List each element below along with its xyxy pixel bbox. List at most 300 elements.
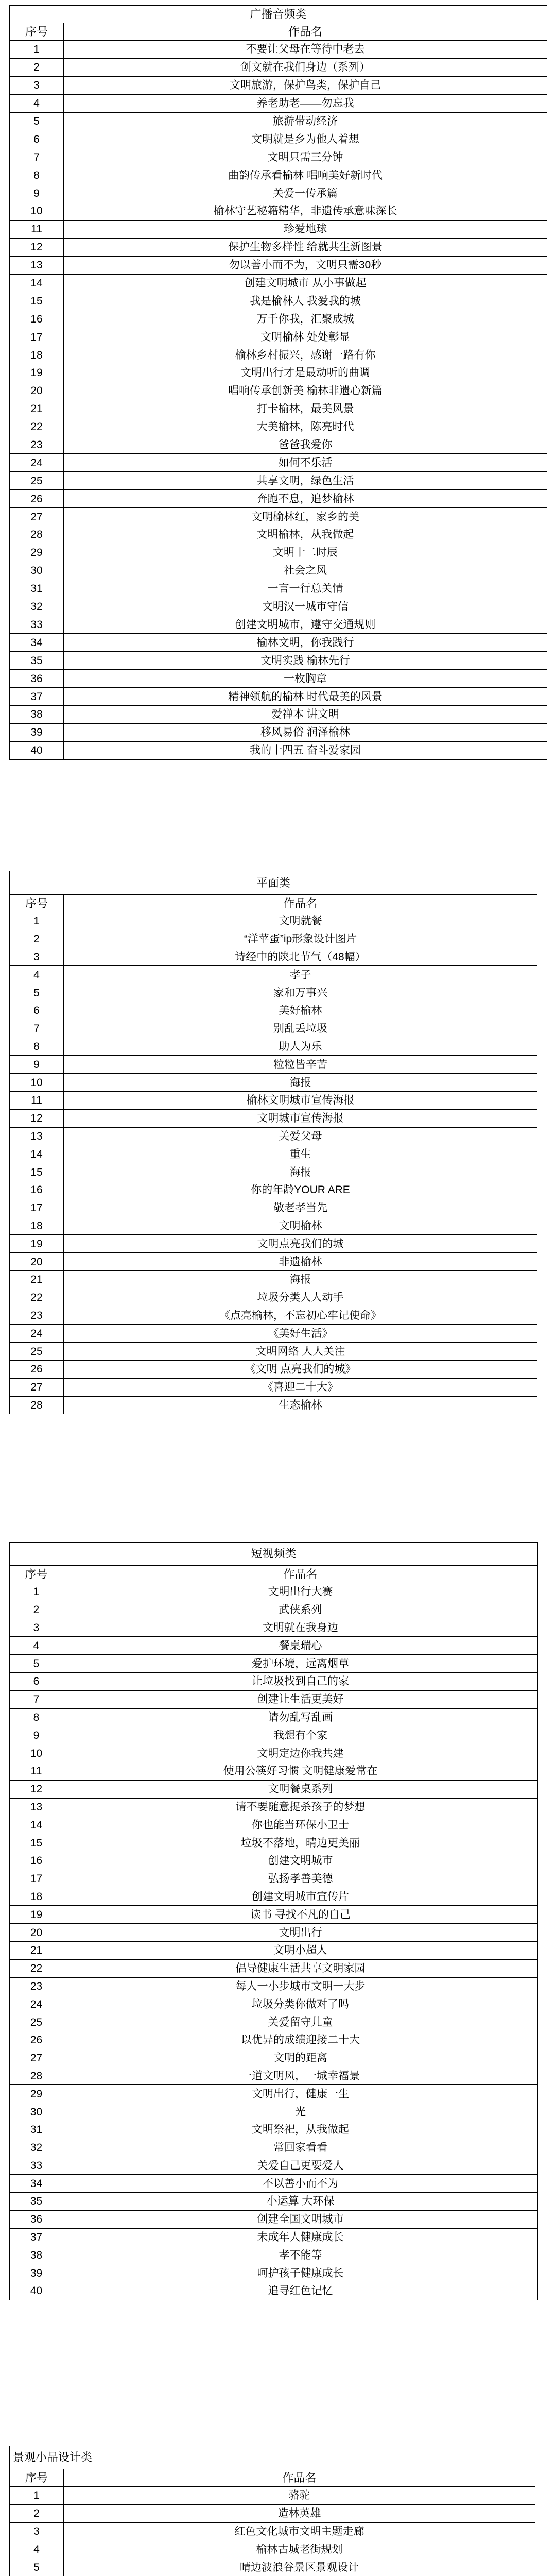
row-title: 读书 寻找不凡的自己 (63, 1906, 538, 1924)
header-index: 序号 (10, 2469, 64, 2487)
row-title: 万千你我，汇聚成城 (64, 310, 547, 328)
row-index: 1 (10, 2487, 64, 2505)
row-title: 榆林乡村振兴，感谢一路有你 (64, 346, 547, 364)
row-index: 35 (10, 652, 64, 670)
row-index: 29 (10, 544, 64, 562)
table-row (10, 1145, 537, 1163)
table-row (10, 1020, 537, 1038)
row-title: 生态榆林 (64, 1396, 537, 1414)
table-row (10, 598, 547, 616)
table-row (10, 670, 547, 688)
row-index: 11 (10, 220, 64, 238)
table-row (10, 490, 547, 508)
row-index: 16 (10, 1181, 64, 1199)
table-row (10, 688, 547, 706)
header-index: 序号 (10, 23, 64, 41)
row-index: 16 (10, 1852, 63, 1870)
row-title: 未成年人健康成长 (63, 2228, 538, 2246)
row-title: 大美榆林，陈亮时代 (64, 418, 547, 436)
row-title: 你也能当环保小卫士 (63, 1816, 538, 1834)
table-row (10, 1906, 538, 1924)
row-index: 6 (10, 1002, 64, 1020)
row-title: 榆林文明，你我践行 (64, 634, 547, 652)
row-title: 创建文明城市，遵守交通规则 (64, 616, 547, 634)
row-title: 武侠系列 (63, 1601, 538, 1619)
table-row (10, 346, 547, 364)
row-index: 1 (10, 41, 64, 59)
row-index: 31 (10, 2121, 63, 2139)
row-title: 文明就餐 (64, 912, 537, 930)
row-title: 《美好生活》 (64, 1325, 537, 1343)
header-index: 序号 (10, 895, 64, 912)
row-title: 社会之风 (64, 562, 547, 580)
row-title: 我想有个家 (63, 1726, 538, 1744)
row-title: 诗经中的陕北节气（48幅） (64, 948, 537, 966)
row-title: 关爱父母 (64, 1127, 537, 1145)
row-index: 19 (10, 1235, 64, 1253)
row-index: 14 (10, 1816, 63, 1834)
table-row (10, 1977, 538, 1995)
row-index: 22 (10, 418, 64, 436)
table-row (10, 2175, 538, 2193)
row-index: 20 (10, 382, 64, 400)
row-index: 23 (10, 436, 64, 454)
table-row (10, 2193, 538, 2211)
table-row (10, 2210, 538, 2228)
row-index: 25 (10, 472, 64, 490)
row-index: 15 (10, 1834, 63, 1852)
table-row (10, 256, 547, 274)
table-row (10, 130, 547, 148)
table-row (10, 1780, 538, 1798)
table-row (10, 2540, 535, 2558)
row-index: 13 (10, 1127, 64, 1145)
row-title: 文明榆林，从我做起 (64, 526, 547, 544)
row-title: 文明小超人 (63, 1941, 538, 1959)
row-title: 不以善小而不为 (63, 2175, 538, 2193)
table-row (10, 2264, 538, 2282)
row-title: 红色文化城市文明主题走廊 (64, 2522, 535, 2540)
table-row (10, 1995, 538, 2013)
table-row (10, 1181, 537, 1199)
table-row (10, 2013, 538, 2031)
row-index: 9 (10, 184, 64, 202)
table-row (10, 1690, 538, 1708)
row-title: 文明榆林 (64, 1217, 537, 1235)
row-title: 请不要随意捉杀孩子的梦想 (63, 1798, 538, 1816)
row-index: 25 (10, 2013, 63, 2031)
table-row (10, 418, 547, 436)
row-index: 4 (10, 1637, 63, 1655)
row-title: 文明的距离 (63, 2049, 538, 2067)
table-row (10, 1163, 537, 1181)
table-row (10, 2558, 535, 2576)
row-title: 关爱留守儿童 (63, 2013, 538, 2031)
row-index: 4 (10, 966, 64, 984)
table-row (10, 274, 547, 292)
row-title: 你的年龄YOUR ARE (64, 1181, 537, 1199)
table-row (10, 1199, 537, 1217)
table-row (10, 652, 547, 670)
row-title: 创建文明城市 (63, 1852, 538, 1870)
row-title: 垃圾分类你做对了吗 (63, 1995, 538, 2013)
row-title: 《点亮榆林，不忘初心牢记使命》 (64, 1307, 537, 1325)
row-index: 32 (10, 598, 64, 616)
row-title: 粒粒皆辛苦 (64, 1056, 537, 1074)
table-row (10, 1002, 537, 1020)
table-row (10, 76, 547, 94)
table-row (10, 2067, 538, 2085)
table-row (10, 1601, 538, 1619)
table-row (10, 2031, 538, 2049)
row-index: 9 (10, 1056, 64, 1074)
table-row (10, 472, 547, 490)
table-row (10, 2157, 538, 2175)
row-title: 孝不能等 (63, 2246, 538, 2264)
header-name: 作品名 (64, 2469, 535, 2487)
row-title: 爱禅本 讲文明 (64, 705, 547, 723)
table-row (10, 382, 547, 400)
table-row (10, 148, 547, 166)
graphic-design-table (9, 871, 537, 1414)
row-title: 助人为乐 (64, 1038, 537, 1056)
row-title: 垃圾不落地，晴边更美丽 (63, 1834, 538, 1852)
row-title: 一道文明风，一城幸福景 (63, 2067, 538, 2085)
row-index: 6 (10, 130, 64, 148)
row-title: 文明汉一城市守信 (64, 598, 547, 616)
row-index: 10 (10, 1744, 63, 1762)
row-index: 31 (10, 580, 64, 598)
row-index: 18 (10, 1217, 64, 1235)
table-row (10, 966, 537, 984)
row-index: 13 (10, 256, 64, 274)
table-row (10, 2049, 538, 2067)
row-index: 27 (10, 1378, 64, 1396)
row-title: 弘扬孝善美德 (63, 1870, 538, 1888)
landscape-design-table (9, 2446, 535, 2576)
row-index: 12 (10, 238, 64, 256)
row-index: 34 (10, 2175, 63, 2193)
row-title: 文明榆林 处处彰显 (64, 328, 547, 346)
table-row (10, 2522, 535, 2540)
row-title: 海报 (64, 1074, 537, 1092)
table-row (10, 328, 547, 346)
row-title: 《文明 点亮我们的城》 (64, 1360, 537, 1378)
row-index: 7 (10, 148, 64, 166)
row-index: 8 (10, 1708, 63, 1726)
row-title: 文明出行，健康一生 (63, 2085, 538, 2103)
row-index: 37 (10, 688, 64, 706)
row-title: 让垃圾找到自己的家 (63, 1672, 538, 1690)
row-title: 垃圾分类人人动手 (64, 1289, 537, 1307)
row-index: 8 (10, 1038, 64, 1056)
row-title: 餐桌瑞心 (63, 1637, 538, 1655)
row-title: 文明网络 人人关注 (64, 1343, 537, 1361)
row-index: 25 (10, 1343, 64, 1361)
table-row (10, 1056, 537, 1074)
table-row (10, 2246, 538, 2264)
header-name: 作品名 (63, 1566, 538, 1583)
row-title: 光 (63, 2103, 538, 2121)
row-title: 文明定边你我共建 (63, 1744, 538, 1762)
row-title: 文明只需三分钟 (64, 148, 547, 166)
row-index: 36 (10, 2210, 63, 2228)
row-title: 保护生物多样性 给就共生新图景 (64, 238, 547, 256)
row-index: 30 (10, 2103, 63, 2121)
table-row (10, 1619, 538, 1637)
table-row (10, 1217, 537, 1235)
section-title: 平面类 (10, 871, 537, 895)
row-title: 移风易俗 润泽榆林 (64, 723, 547, 741)
row-title: 共享文明，绿色生活 (64, 472, 547, 490)
table-row (10, 2228, 538, 2246)
table-row (10, 2504, 535, 2522)
row-index: 2 (10, 930, 64, 948)
row-index: 16 (10, 310, 64, 328)
row-index: 39 (10, 2264, 63, 2282)
row-index: 19 (10, 364, 64, 382)
row-title: 海报 (64, 1163, 537, 1181)
row-title: 文明就是乡为他人着想 (64, 130, 547, 148)
row-index: 26 (10, 490, 64, 508)
header-index: 序号 (10, 1566, 63, 1583)
row-index: 21 (10, 1270, 64, 1289)
row-index: 37 (10, 2228, 63, 2246)
row-index: 28 (10, 1396, 64, 1414)
row-index: 36 (10, 670, 64, 688)
row-index: 7 (10, 1690, 63, 1708)
row-title: 创建文明城市 从小事做起 (64, 274, 547, 292)
row-title: 文明十二时辰 (64, 544, 547, 562)
table-row (10, 2103, 538, 2121)
table-row (10, 2487, 535, 2505)
row-title: 奔跑不息，追梦榆林 (64, 490, 547, 508)
row-index: 34 (10, 634, 64, 652)
row-index: 2 (10, 1601, 63, 1619)
row-index: 14 (10, 1145, 64, 1163)
table-row (10, 1109, 537, 1127)
row-title: 一枚胸章 (64, 670, 547, 688)
table-row (10, 1074, 537, 1092)
row-title: 骆驼 (64, 2487, 535, 2505)
row-title: 敬老孝当先 (64, 1199, 537, 1217)
row-title: 海报 (64, 1270, 537, 1289)
table-row (10, 723, 547, 741)
row-index: 22 (10, 1959, 63, 1977)
row-index: 1 (10, 912, 64, 930)
table-row (10, 1726, 538, 1744)
row-title: 造林英雄 (64, 2504, 535, 2522)
row-index: 38 (10, 705, 64, 723)
table-row (10, 741, 547, 759)
row-title: 榆林守艺秘籍精华，非遗传承意味深长 (64, 202, 547, 221)
table-row (10, 1672, 538, 1690)
row-index: 6 (10, 1672, 63, 1690)
table-row (10, 1127, 537, 1145)
row-index: 9 (10, 1726, 63, 1744)
table-row (10, 1959, 538, 1977)
row-index: 5 (10, 1655, 63, 1673)
row-index: 10 (10, 202, 64, 221)
row-index: 39 (10, 723, 64, 741)
table-row (10, 184, 547, 202)
row-index: 23 (10, 1307, 64, 1325)
row-index: 13 (10, 1798, 63, 1816)
short-video-table (9, 1542, 538, 2300)
row-title: 文明就在我身边 (63, 1619, 538, 1637)
row-index: 14 (10, 274, 64, 292)
row-title: 非遗榆林 (64, 1253, 537, 1271)
section-title: 广播音频类 (10, 6, 547, 23)
header-name: 作品名 (64, 895, 537, 912)
row-title: 精神领航的榆林 时代最美的风景 (64, 688, 547, 706)
row-title: 创文就在我们身边（系列） (64, 58, 547, 76)
row-title: 爸爸我爱你 (64, 436, 547, 454)
row-title: 文明祭祀，从我做起 (63, 2121, 538, 2139)
row-title: 美好榆林 (64, 1002, 537, 1020)
row-title: 爱护环境，远离烟草 (63, 1655, 538, 1673)
row-index: 40 (10, 741, 64, 759)
row-index: 4 (10, 94, 64, 112)
row-title: 家和万事兴 (64, 984, 537, 1002)
row-index: 11 (10, 1091, 64, 1109)
row-index: 27 (10, 2049, 63, 2067)
table-row (10, 436, 547, 454)
row-title: 别乱丢垃圾 (64, 1020, 537, 1038)
row-title: 晴边波浪谷景区景观设计 (64, 2558, 535, 2576)
row-title: 榆林古城老街规划 (64, 2540, 535, 2558)
row-title: 关爱自己更要爱人 (63, 2157, 538, 2175)
table-row (10, 2282, 538, 2300)
row-index: 40 (10, 2282, 63, 2300)
row-index: 1 (10, 1583, 63, 1601)
row-index: 18 (10, 346, 64, 364)
row-title: 勿以善小而不为，文明只需30秒 (64, 256, 547, 274)
row-title: 养老助老——勿忘我 (64, 94, 547, 112)
table-row (10, 1941, 538, 1959)
table-row (10, 2139, 538, 2157)
row-title: 文明旅游，保护鸟类，保护自己 (64, 76, 547, 94)
row-index: 26 (10, 2031, 63, 2049)
row-title: 创建让生活更美好 (63, 1690, 538, 1708)
table-row (10, 1852, 538, 1870)
row-title: 我的十四五 奋斗爱家园 (64, 741, 547, 759)
row-index: 3 (10, 2522, 64, 2540)
row-title: 榆林文明城市宣传海报 (64, 1091, 537, 1109)
row-title: 文明榆林红，家乡的美 (64, 508, 547, 526)
row-title: 使用公筷好习惯 文明健康爱常在 (63, 1762, 538, 1780)
row-title: 重生 (64, 1145, 537, 1163)
table-row (10, 1583, 538, 1601)
table-row (10, 1637, 538, 1655)
row-title: 呵护孩子健康成长 (63, 2264, 538, 2282)
row-title: 《喜迎二十大》 (64, 1378, 537, 1396)
table-row (10, 58, 547, 76)
row-index: 32 (10, 2139, 63, 2157)
table-row (10, 94, 547, 112)
row-title: 旅游带动经济 (64, 112, 547, 130)
row-index: 33 (10, 616, 64, 634)
table-row (10, 1744, 538, 1762)
row-index: 11 (10, 1762, 63, 1780)
table-row (10, 580, 547, 598)
row-title: 请勿乱写乱画 (63, 1708, 538, 1726)
row-index: 2 (10, 2504, 64, 2522)
table-row (10, 364, 547, 382)
section-title: 短视频类 (10, 1543, 538, 1566)
row-title: 孝子 (64, 966, 537, 984)
row-index: 3 (10, 76, 64, 94)
table-row (10, 948, 537, 966)
row-title: 不要让父母在等待中老去 (64, 41, 547, 59)
table-row (10, 1834, 538, 1852)
table-row (10, 310, 547, 328)
table-row (10, 1655, 538, 1673)
row-index: 17 (10, 1870, 63, 1888)
table-row (10, 1816, 538, 1834)
row-index: 38 (10, 2246, 63, 2264)
row-index: 5 (10, 2558, 64, 2576)
row-index: 15 (10, 292, 64, 310)
row-title: 小运算 大环保 (63, 2193, 538, 2211)
row-title: 常回家看看 (63, 2139, 538, 2157)
table-row (10, 238, 547, 256)
row-title: 追寻红色记忆 (63, 2282, 538, 2300)
row-index: 20 (10, 1924, 63, 1942)
table-row (10, 202, 547, 221)
row-index: 7 (10, 1020, 64, 1038)
row-index: 29 (10, 2085, 63, 2103)
row-index: 28 (10, 526, 64, 544)
table-row (10, 1343, 537, 1361)
table-row (10, 1289, 537, 1307)
row-index: 15 (10, 1163, 64, 1181)
table-row (10, 1325, 537, 1343)
row-title: 唱响传承创新美 榆林非遗心新篇 (64, 382, 547, 400)
row-index: 35 (10, 2193, 63, 2211)
row-title: 文明出行 (63, 1924, 538, 1942)
table-row (10, 544, 547, 562)
table-row (10, 1038, 537, 1056)
table-row (10, 1270, 537, 1289)
row-index: 5 (10, 112, 64, 130)
table-row (10, 634, 547, 652)
row-index: 24 (10, 454, 64, 472)
table-row (10, 1762, 538, 1780)
header-name: 作品名 (64, 23, 547, 41)
row-title: 如何不乐活 (64, 454, 547, 472)
row-index: 24 (10, 1325, 64, 1343)
row-title: 打卡榆林，最美风景 (64, 400, 547, 418)
table-row (10, 1870, 538, 1888)
table-row (10, 220, 547, 238)
row-index: 24 (10, 1995, 63, 2013)
table-row (10, 562, 547, 580)
table-row (10, 1396, 537, 1414)
row-index: 22 (10, 1289, 64, 1307)
table-row (10, 705, 547, 723)
row-index: 2 (10, 58, 64, 76)
row-index: 17 (10, 328, 64, 346)
row-index: 33 (10, 2157, 63, 2175)
row-title: 文明点亮我们的城 (64, 1235, 537, 1253)
row-title: 文明城市宣传海报 (64, 1109, 537, 1127)
row-title: 文明出行才是最动听的曲调 (64, 364, 547, 382)
row-index: 19 (10, 1906, 63, 1924)
row-index: 8 (10, 166, 64, 184)
table-row (10, 1798, 538, 1816)
broadcast-audio-table (9, 5, 547, 760)
